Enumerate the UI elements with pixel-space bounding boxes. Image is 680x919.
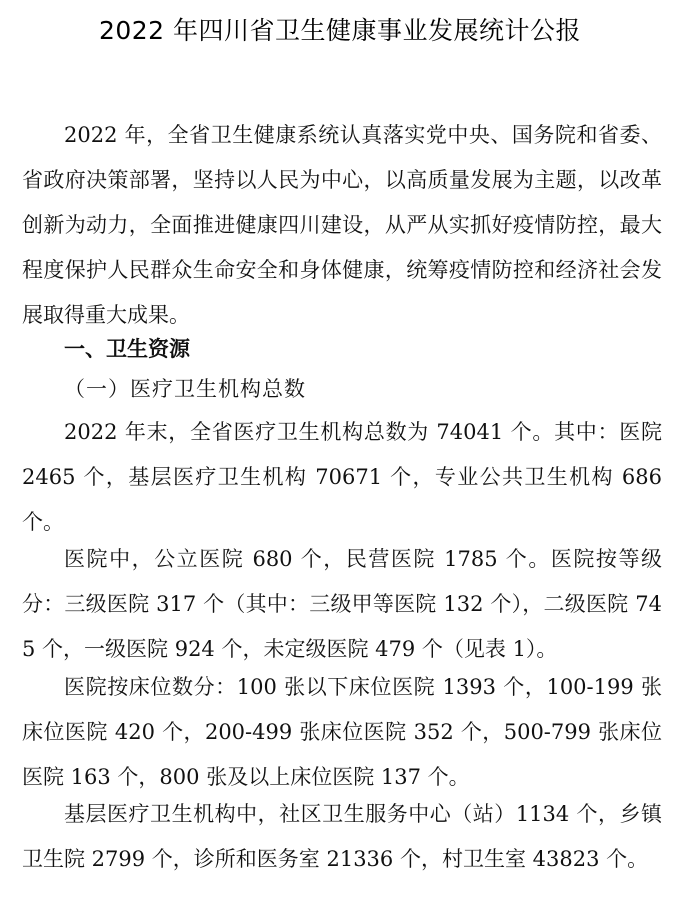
subsection-heading-institutions-total: （一）医疗卫生机构总数 (64, 377, 306, 401)
intro-paragraph: 2022 年，全省卫生健康系统认真落实党中央、国务院和省委、省政府决策部署，坚持以人民为中心，以高质量发展为主题，以改革创新为动力，全面推进健康四川建设，从严从实抓好疫情防控，最大程度保护人民群众生命安全和身体健康，统筹疫情防控和经济社会发展取得重大成果。 (22, 123, 662, 327)
paragraph-institutions-total: 2022 年末，全省医疗卫生机构总数为 74041 个。其中：医院 2465 个，基层医疗卫生机构 70671 个，专业公共卫生机构 686 个。 (22, 420, 662, 534)
document-title: 2022 年四川省卫生健康事业发展统计公报 (98, 16, 582, 45)
paragraph-hospital-grades: 医院中，公立医院 680 个，民营医院 1785 个。医院按等级分：三级医院 317 个（其中：三级甲等医院 132 个），二级医院 745 个，一级医院 924 个，未定级医院 479 个（见表 1）。 (22, 547, 662, 661)
paragraph-hospital-beds: 医院按床位数分：100 张以下床位医院 1393 个，100-199 张床位医院 420 个，200-499 张床位医院 352 个，500-799 张床位医院 163 个，800 张及以上床位医院 137 个。 (22, 675, 662, 789)
paragraph-primary-institutions: 基层医疗卫生机构中，社区卫生服务中心（站）1134 个，乡镇卫生院 2799 个，诊所和医务室 21336 个，村卫生室 43823 个。 (22, 802, 662, 871)
section-heading-health-resources: 一、卫生资源 (64, 337, 190, 361)
